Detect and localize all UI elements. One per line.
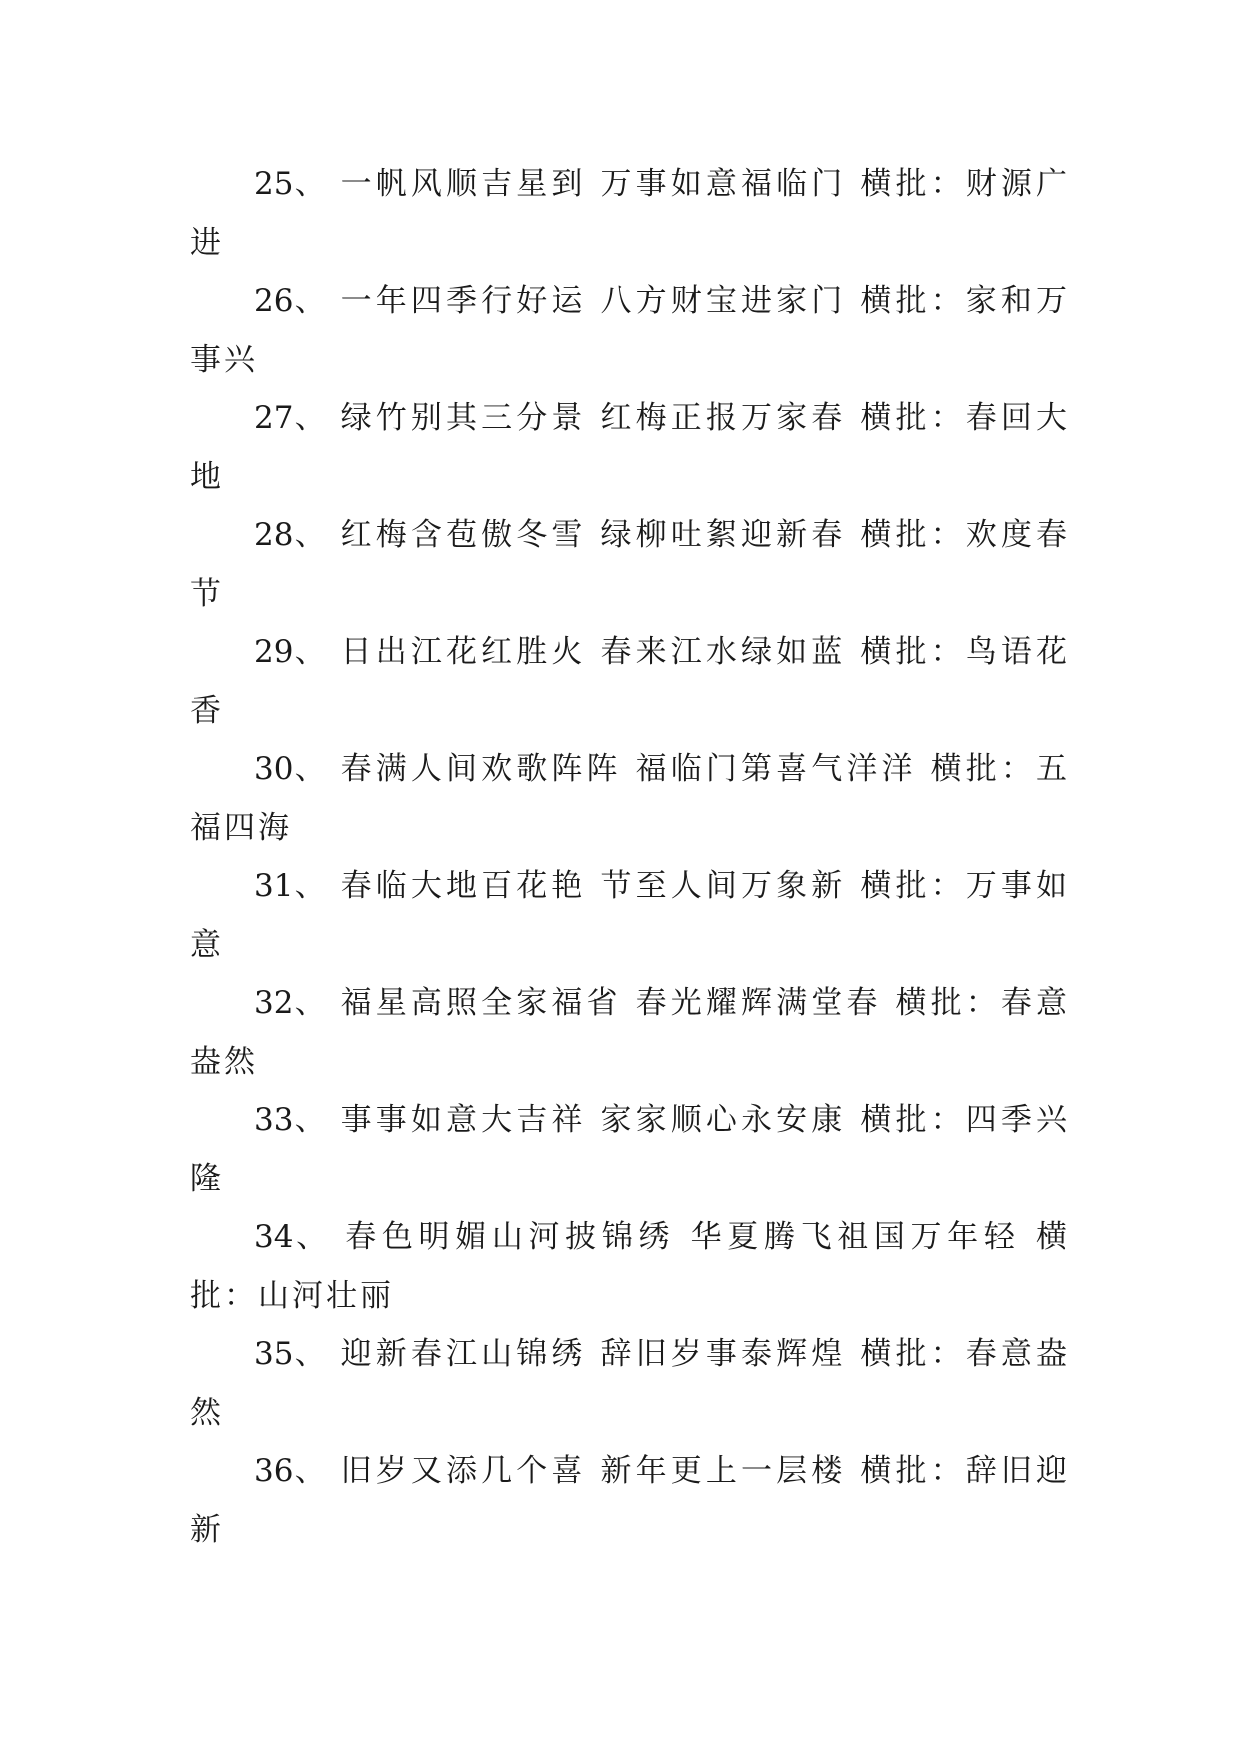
entry-number: 28、 — [254, 517, 327, 553]
list-item — [190, 1208, 1070, 1325]
list-item — [190, 1442, 1070, 1559]
list-item — [190, 272, 1070, 389]
entry-number: 35、 — [254, 1336, 327, 1372]
entry-text: 日出江花红胜火 春来江水绿如蓝 横批：鸟语花香 — [190, 634, 1070, 729]
entry-text: 春满人间欢歌阵阵 福临门第喜气洋洋 横批：五福四海 — [190, 751, 1070, 846]
list-item — [190, 974, 1070, 1091]
list-item — [190, 506, 1070, 623]
entry-text: 事事如意大吉祥 家家顺心永安康 横批：四季兴隆 — [190, 1102, 1070, 1197]
entry-number: 31、 — [254, 868, 327, 904]
list-item — [190, 389, 1070, 506]
entry-text: 一年四季行好运 八方财宝进家门 横批：家和万事兴 — [190, 283, 1070, 378]
entry-number: 34、 — [254, 1219, 330, 1255]
entry-number: 36、 — [254, 1453, 327, 1489]
list-item — [190, 740, 1070, 857]
list-item — [190, 1091, 1070, 1208]
entry-number: 32、 — [254, 985, 327, 1021]
entry-text: 绿竹别其三分景 红梅正报万家春 横批：春回大地 — [190, 400, 1070, 495]
list-item — [190, 857, 1070, 974]
entry-number: 27、 — [254, 400, 327, 436]
entry-text: 红梅含苞傲冬雪 绿柳吐絮迎新春 横批：欢度春节 — [190, 517, 1070, 612]
list-item — [190, 155, 1070, 272]
list-item — [190, 1325, 1070, 1442]
entry-number: 26、 — [254, 283, 327, 319]
entry-text: 旧岁又添几个喜 新年更上一层楼 横批：辞旧迎新 — [190, 1453, 1070, 1548]
entry-number: 30、 — [254, 751, 327, 787]
entry-text: 春临大地百花艳 节至人间万象新 横批：万事如意 — [190, 868, 1070, 963]
list-item — [190, 623, 1070, 740]
entry-text: 一帆风顺吉星到 万事如意福临门 横批：财源广进 — [190, 166, 1070, 261]
entry-text: 春色明媚山河披锦绣 华夏腾飞祖国万年轻 横批：山河壮丽 — [190, 1219, 1070, 1314]
entry-number: 25、 — [254, 166, 327, 202]
entry-number: 29、 — [254, 634, 327, 670]
entry-text: 福星高照全家福省 春光耀辉满堂春 横批：春意盎然 — [190, 985, 1070, 1080]
couplet-list — [190, 155, 1070, 1559]
entry-text: 迎新春江山锦绣 辞旧岁事泰辉煌 横批：春意盎然 — [190, 1336, 1070, 1431]
entry-number: 33、 — [254, 1102, 327, 1138]
